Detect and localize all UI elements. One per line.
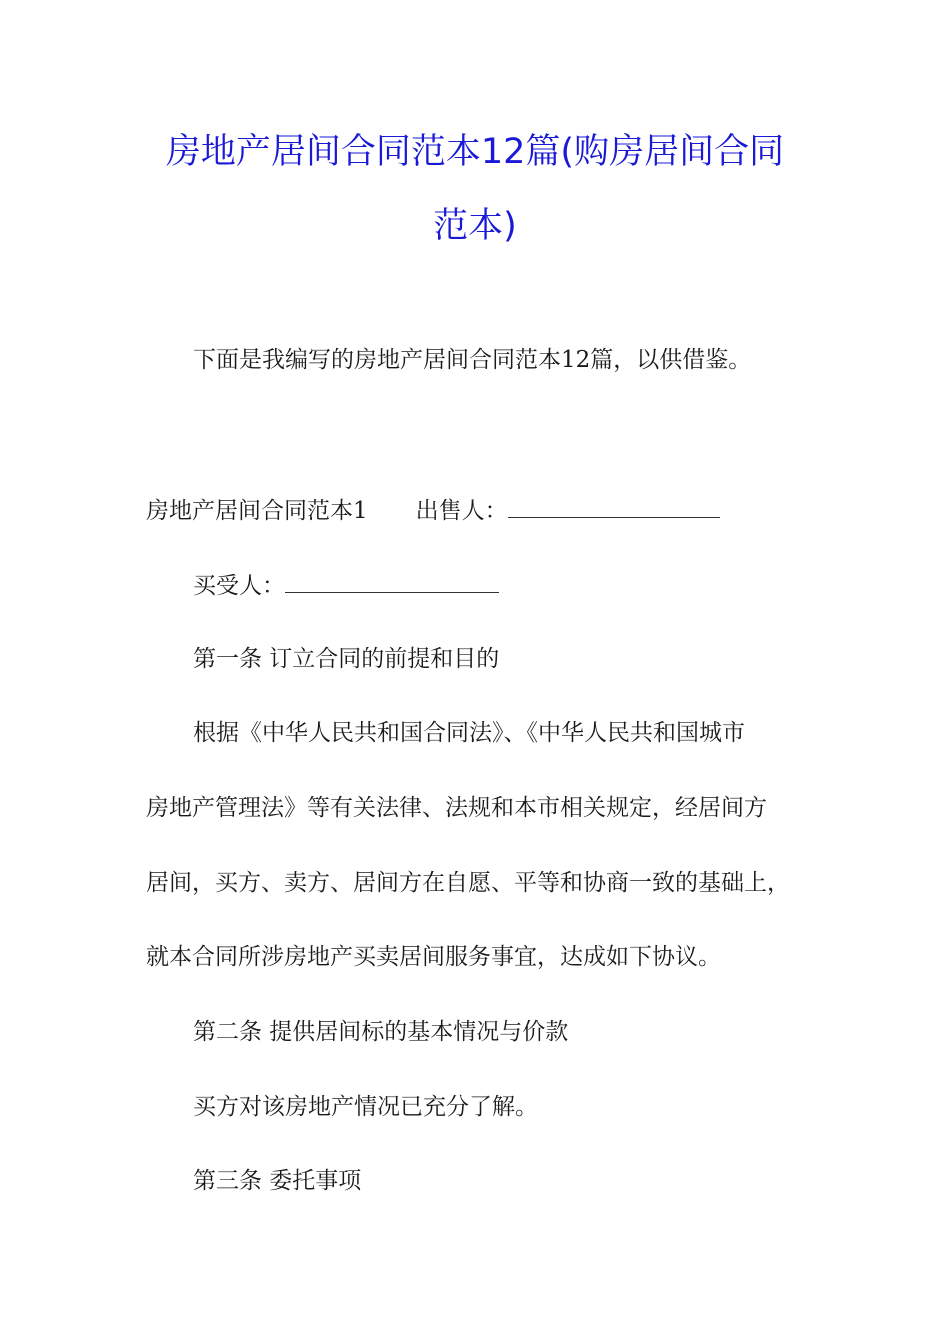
article-1-body-line: 就本合同所涉房地产买卖居间服务事宜，达成如下协议。 bbox=[146, 944, 721, 970]
buyer-label: 买受人： bbox=[193, 573, 285, 599]
article-3-title: 第三条 委托事项 bbox=[193, 1168, 362, 1194]
article-2-title: 第二条 提供居间标的基本情况与价款 bbox=[193, 1019, 569, 1045]
buyer-blank-line bbox=[285, 570, 499, 593]
article-1-body-line: 根据《中华人民共和国合同法》、《中华人民共和国城市 bbox=[193, 720, 745, 746]
article-1-body-line: 居间，买方、卖方、居间方在自愿、平等和协商一致的基础上， bbox=[146, 870, 790, 896]
document-title-line-1: 房地产居间合同范本12篇(购房居间合同 bbox=[165, 132, 785, 172]
article-1-body-line: 房地产管理法》等有关法律、法规和本市相关规定，经居间方 bbox=[146, 795, 767, 821]
article-2-body: 买方对该房地产情况已充分了解。 bbox=[193, 1094, 538, 1120]
seller-blank-line bbox=[508, 495, 720, 518]
contract-header-line bbox=[146, 495, 720, 526]
buyer-line bbox=[193, 570, 499, 601]
section-label: 房地产居间合同范本1 bbox=[146, 498, 368, 524]
document-title-line-2: 范本) bbox=[433, 206, 517, 246]
intro-paragraph: 下面是我编写的房地产居间合同范本12篇，以供借鉴。 bbox=[193, 347, 752, 373]
article-1-title: 第一条 订立合同的前提和目的 bbox=[193, 646, 500, 672]
seller-label: 出售人： bbox=[415, 498, 508, 524]
